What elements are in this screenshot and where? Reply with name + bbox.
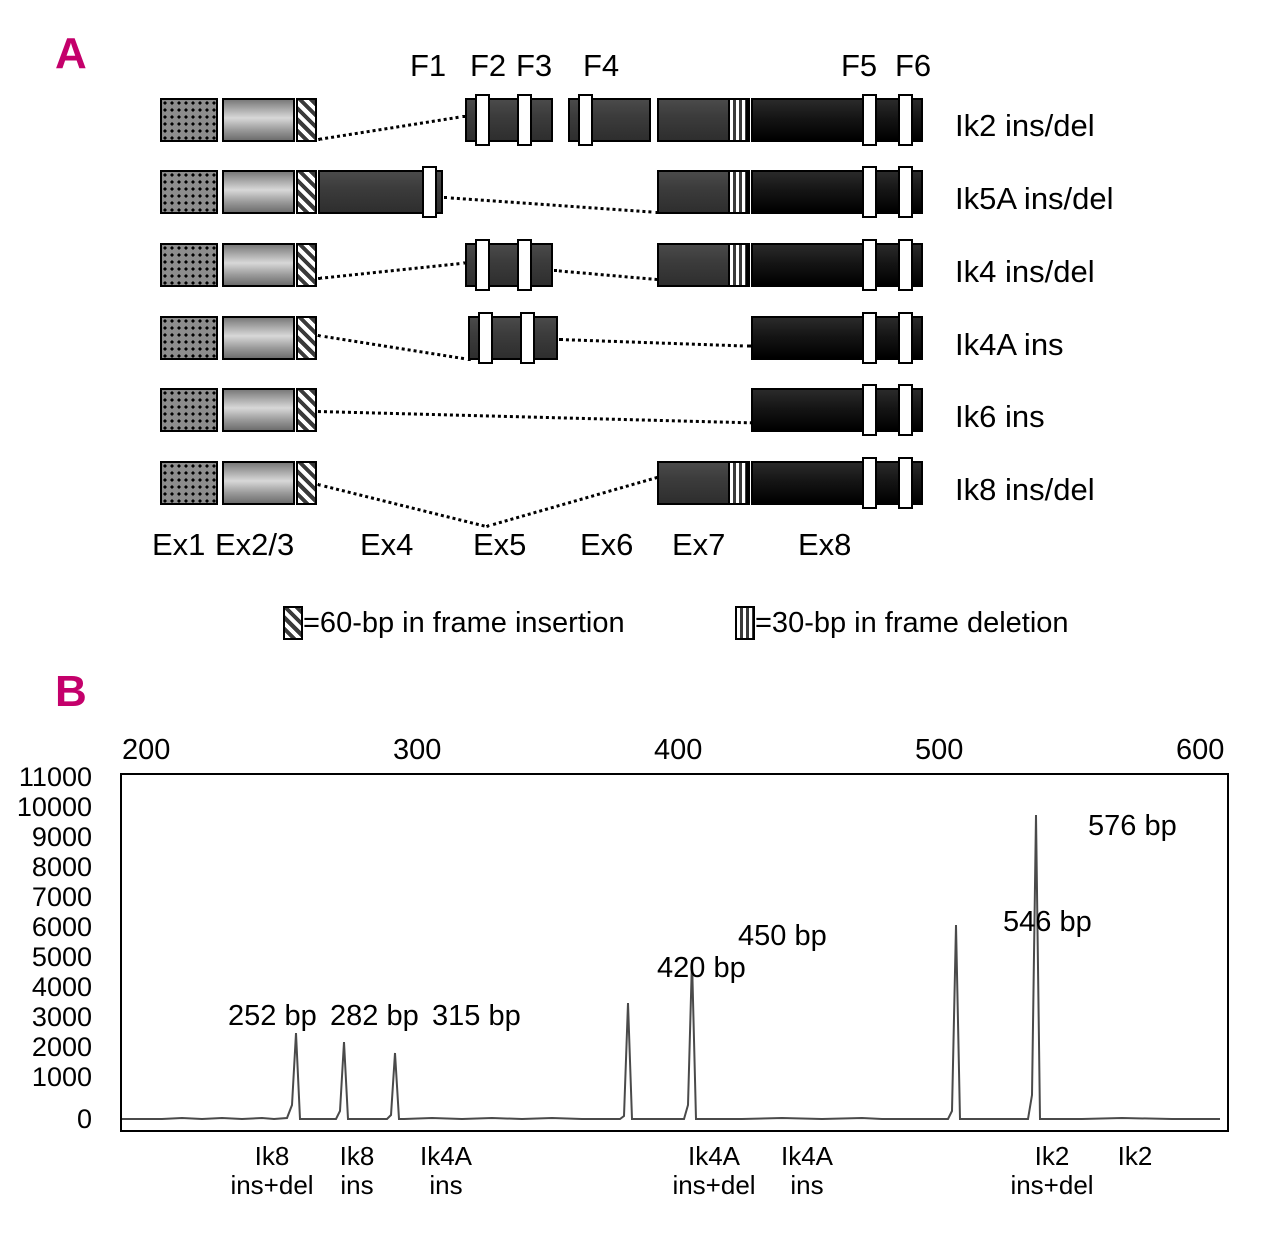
peak-caption-282-line1: Ik8 [339, 1141, 375, 1171]
y-tick-11000: 11000 [18, 762, 92, 792]
y-tick-1000: 1000 [31, 1062, 92, 1092]
legend-insertion [283, 606, 625, 640]
isoform-name-ik4a: Ik4A ins [955, 327, 1064, 362]
isoform-row-ik4a [150, 316, 950, 372]
legend-deletion [735, 606, 1069, 640]
exon-label-ex6: Ex6 [580, 527, 634, 562]
intron-dotted-line [317, 483, 485, 528]
x-tick-200: 200 [122, 734, 171, 766]
peak-label-315: 315 bp [432, 1000, 521, 1032]
intron-dotted-line [318, 334, 472, 361]
y-tick-9000: 9000 [31, 822, 92, 852]
fragment-bar-f6 [898, 239, 913, 291]
isoform-name-ik6: Ik6 ins [955, 399, 1045, 434]
fragment-label-f6: F6 [895, 48, 932, 83]
fragment-label-f1: F1 [410, 48, 447, 83]
panel-a-letter: A [55, 29, 87, 78]
isoform-row-ik2 [150, 98, 950, 154]
fragment-bar-f6 [898, 457, 913, 509]
exon1-block [160, 316, 218, 360]
intron-dotted-line [318, 410, 753, 424]
fragment-bar-f5 [862, 384, 877, 436]
insertion-swatch-icon [283, 606, 303, 640]
insertion-60bp-block [296, 243, 317, 287]
peak-label-420: 420 bp [657, 952, 746, 984]
isoform-name-ik5a: Ik5A ins/del [955, 181, 1114, 216]
insertion-60bp-block [296, 98, 317, 142]
exon-label-ex5: Ex5 [473, 527, 527, 562]
fragment-label-f3: F3 [516, 48, 553, 83]
panel-b [0, 660, 1280, 1249]
fragment-bar-f2 [478, 312, 493, 364]
exon23-block [222, 316, 295, 360]
peak-caption-420-line2: ins+del [672, 1169, 756, 1200]
y-tick-4000: 4000 [31, 972, 92, 1002]
peak-caption-546-line2: ins+del [1010, 1169, 1094, 1200]
intron-dotted-line [318, 261, 467, 280]
fragment-bar-f5 [862, 239, 877, 291]
peak-label-252: 252 bp [228, 1000, 317, 1032]
intron-dotted-line [486, 476, 658, 528]
legend-insertion-text: =60-bp in frame insertion [303, 607, 625, 639]
exon23-block [222, 461, 295, 505]
insertion-60bp-block [296, 316, 317, 360]
peak-caption-546 [1000, 1142, 1104, 1199]
fragment-bar-f5 [862, 457, 877, 509]
fragment-bar-f5 [862, 166, 877, 218]
exon23-block [222, 170, 295, 214]
exon23-block [222, 98, 295, 142]
fragment-bar-f6 [898, 312, 913, 364]
deletion-swatch-icon [735, 606, 755, 640]
fragment-bar-f6 [898, 94, 913, 146]
x-tick-600: 600 [1176, 734, 1225, 766]
peak-caption-420 [662, 1142, 766, 1199]
fragment-label-f2: F2 [470, 48, 507, 83]
insertion-60bp-block [296, 461, 317, 505]
exon1-block [160, 98, 218, 142]
intron-dotted-line [554, 269, 658, 281]
fragment-bar-f5 [862, 312, 877, 364]
x-tick-400: 400 [654, 734, 703, 766]
peak-caption-252 [222, 1142, 322, 1199]
peak-caption-315-line1: Ik4A [419, 1141, 473, 1171]
peak-caption-420-line1: Ik4A [687, 1141, 741, 1171]
exon-label-ex7: Ex7 [672, 527, 726, 562]
peak-caption-546-line1: Ik2 [1034, 1141, 1070, 1171]
intron-dotted-line [444, 196, 659, 214]
y-tick-3000: 3000 [31, 1002, 92, 1032]
y-tick-0: 0 [76, 1104, 92, 1134]
y-tick-6000: 6000 [31, 912, 92, 942]
fragment-bar-f2 [475, 94, 490, 146]
fragment-bar-f6 [898, 166, 913, 218]
legend-deletion-text: =30-bp in frame deletion [755, 607, 1069, 639]
y-tick-10000: 10000 [16, 792, 92, 822]
fragment-bar-f1 [422, 166, 437, 218]
panel-b-letter: B [55, 667, 87, 716]
exon1-block [160, 388, 218, 432]
isoform-name-ik4: Ik4 ins/del [955, 254, 1095, 289]
x-tick-300: 300 [393, 734, 442, 766]
peak-label-546: 546 bp [1003, 906, 1092, 938]
peak-caption-315 [406, 1142, 486, 1199]
intron-dotted-line [318, 115, 467, 141]
exon23-block [222, 243, 295, 287]
peak-caption-282 [322, 1142, 392, 1199]
insertion-60bp-block [296, 388, 317, 432]
fragment-bar-f2 [475, 239, 490, 291]
peak-caption-576-line1: Ik2 [1117, 1141, 1153, 1171]
exon-label-ex23: Ex2/3 [215, 527, 295, 562]
peak-caption-315-line2: ins [429, 1169, 463, 1200]
deletion-30bp-block [728, 243, 748, 287]
intron-dotted-line [559, 338, 751, 348]
y-tick-5000: 5000 [31, 942, 92, 972]
fragment-label-f5: F5 [841, 48, 878, 83]
exon1-block [160, 461, 218, 505]
peak-label-282: 282 bp [330, 1000, 419, 1032]
peak-caption-282-line2: ins [340, 1169, 374, 1200]
deletion-30bp-block [728, 98, 748, 142]
x-tick-500: 500 [915, 734, 964, 766]
fragment-bar-f3 [517, 239, 532, 291]
peak-caption-252-line2: ins+del [230, 1169, 314, 1200]
exon-label-ex1: Ex1 [152, 527, 206, 562]
exon-label-ex8: Ex8 [798, 527, 852, 562]
peak-caption-450 [766, 1142, 848, 1199]
peak-caption-450-line1: Ik4A [780, 1141, 834, 1171]
deletion-30bp-block [728, 461, 748, 505]
deletion-30bp-block [728, 170, 748, 214]
fragment-bar-f6 [898, 384, 913, 436]
peak-caption-576 [1100, 1142, 1170, 1171]
exon1-block [160, 243, 218, 287]
isoform-row-ik4 [150, 243, 950, 299]
insertion-60bp-block [296, 170, 317, 214]
y-tick-8000: 8000 [31, 852, 92, 882]
isoform-row-ik6 [150, 388, 950, 444]
fragment-label-f4: F4 [583, 48, 620, 83]
isoform-name-ik8: Ik8 ins/del [955, 472, 1095, 507]
y-tick-2000: 2000 [31, 1032, 92, 1062]
exon1-block [160, 170, 218, 214]
peak-label-576: 576 bp [1088, 810, 1177, 842]
y-tick-7000: 7000 [31, 882, 92, 912]
fragment-bar-f3 [520, 312, 535, 364]
peak-caption-450-line2: ins [790, 1169, 824, 1200]
isoform-name-ik2: Ik2 ins/del [955, 108, 1095, 143]
trace-svg [122, 775, 1223, 1126]
isoform-row-ik8 [150, 461, 950, 517]
peak-label-450: 450 bp [738, 920, 827, 952]
isoform-row-ik5a [150, 170, 950, 226]
exon23-block [222, 388, 295, 432]
fragment-bar-f5 [862, 94, 877, 146]
fragment-bar-f3 [517, 94, 532, 146]
fragment-bar-f4 [578, 94, 593, 146]
exon-label-ex4: Ex4 [360, 527, 414, 562]
peak-caption-252-line1: Ik8 [254, 1141, 290, 1171]
